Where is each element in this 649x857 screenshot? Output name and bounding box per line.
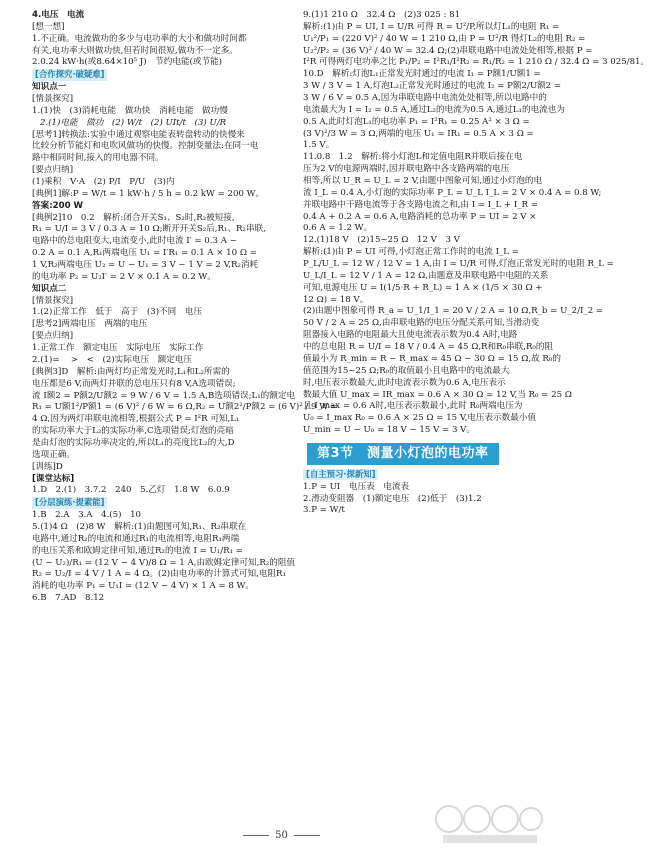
text-line: R₂ = U₂/I = 4 V / 1 A = 4 Ω。(2)由电功率的计算式可知,电阻R₁ [32,569,286,580]
text-line: 4.电压 电流 [32,10,85,20]
text-line: 且 I_max = 0.6 A时,电压表示数最小,此时 R₀两端电压为 [303,401,523,412]
text-line: 12 Ω) = 18 V。 [303,294,369,305]
text-line: 1.(2)正常工作 低于 高于 (3)不同 电压 [32,307,203,318]
text-line: [要点归纳] [32,165,74,176]
text-line: 0.5 A,此时灯泡L₁的电功率 P₁ = I²R₁ = 0.25 A² × 3 Ω = [303,116,530,127]
text-line: [思考1]转换法:实验中通过观察电能表转盘转动的快慢来 [32,129,245,140]
text-line: 是由灯泡的实际功率决定的,所以L₁的亮度比L₂的大,D [32,437,235,448]
text-line: 的电功率 P₂ = U₂I′ = 2 V × 0.1 A = 0.2 W。 [32,271,216,282]
text-line [32,497,282,510]
text-line: 5.(1)4 Ω (2)8 W 解析:(1)由题图可知,R₁、R₂串联在 [32,521,247,532]
text-line: 相等,所以 U_R = U_L = 2 V,由题中图象可知,通过小灯泡的电 [303,176,543,187]
text-line: U₂²/P₂ = (36 V)² / 40 W = 32.4 Ω;(2)串联电路中电流处处相等,根据 P = [303,45,593,56]
text-line: 流 I_L = 0.4 A,小灯泡的实际功率 P_L = U_L I_L = 2 V × 0.4 A = 0.8 W; [303,187,602,198]
text-line: 解析:(1)由 P = UI 可得,小灯泡正常工作时的电流 I_L = [303,247,519,258]
text-line: [课堂达标] [32,473,75,484]
text-line: 时,电压表示数最大,此时电流表示数为0.6 A,电压表示 [303,377,506,388]
text-line: [典例3]D 解析:由两灯均正常发光时,L₁和L₂所需的 [32,366,230,377]
text-line: 11.0.8 1.2 解析:将小灯泡L和定值电阻R并联后接在电 [303,152,523,163]
right-answers [303,10,649,437]
text-line: 1.D 2.(1) 3.7.2 240 5.乙灯 1.8 W 6.0.9 [32,485,230,496]
text-line: 数最大值 U_max = IR_max = 0.6 A × 30 Ω = 12 V,当 R₀ = 25 Ω [303,389,572,400]
section-answers [303,482,543,518]
text-line: U₁²/P₁ = (220 V)² / 40 W = 1 210 Ω,由 P = U²/R 得灯L₂的电阻 R₂ = [303,33,586,44]
text-line: I²R 可得两灯电功率之比 P₁/P₂ = I²R₁/I²R₂ = R₁/R₂ = 1 210 Ω / 32.4 Ω = 3 025/81。 [303,57,649,68]
text-line: [典例1]解:P = W/t = 1 kW·h / 5 h = 0.2 kW = 200 W。 [32,188,265,199]
text-line: 可知,电源电压 U = I(1/5·R + R_L) = 1 A × (1/5 × 30 Ω + [303,282,543,293]
text-line: 2.(1)电能 做功 (2) W/t (2) UIt/t (3) U/R [40,117,227,128]
text-line: [情景探究] [32,94,74,105]
text-line: [训练]D [32,461,63,472]
text-line: 并联电路中干路电流等于各支路电流之和,由 I = I_L + I_R = [303,199,538,210]
text-line: (1)乘积 V·A (2) P/I P/U (3)内 [32,177,175,188]
text-line: 0.4 A + 0.2 A = 0.6 A,电路消耗的总功率 P = UI = 2 V × [303,211,537,222]
text-line: 压为2 V的电源两端时,因并联电路中各支路两端的电压 [303,164,510,175]
text-line: 路中相同时间,接入的用电器不同。 [32,153,164,164]
text-line: 选项正确。 [32,449,75,460]
watermark-logo [433,801,545,845]
text-line: 流 I额2 = P额2/U额2 = 9 W / 6 V = 1.5 A,B选项错误;L₁的额定电 [32,390,296,401]
page-number: 50 [275,830,288,841]
text-line: 中的总电阻 R = U/I = 18 V / 0.4 A = 45 Ω,R和R₀串联,R₀的阻 [303,342,554,353]
section-banner: [分层演练·提素能] [32,497,107,509]
text-line: 12.(1)18 V (2)15~25 Ω 12 V 3 V [303,235,460,246]
text-line: 阻器接入电路的电阻最大且使电流表示数为0.4 A时,电路 [303,330,518,341]
right-column [303,10,649,517]
text-line: 1.5 V。 [303,140,335,151]
text-line: 的实际功率大于L₂的实际功率,C选项错误;灯泡的亮暗 [32,426,234,437]
preview-banner: [自主预习·探新知] [303,469,378,481]
text-line: 1.不正确。电流做功的多少与电功率的大小和做功时间都 [32,33,247,44]
text-line: 电流最大为 I = I₂ = 0.5 A,通过L₂的电流为0.5 A,通过L₁的电流也为 [303,104,565,115]
text-line: 1.正常工作 额定电压 实际电压 实际工作 [32,343,204,354]
text-line: (3 V)²/3 W = 3 Ω,两端的电压 U₁ = IR₁ = 0.5 A × 3 Ω = [303,128,534,139]
text-line: 值范围为15~25 Ω;R₀的取值最小且电路中的电流最大 [303,365,510,376]
text-line: 电路中的总电阻变大,电流变小,此时电流 I′ = 0.3 A − [32,236,237,247]
text-line: 有关,电功率大则做功快,但若时间很短,做功不一定多。 [32,45,238,56]
text-line: 值最小为 R_min = R − R_max = 45 Ω − 30 Ω = 15 Ω,故 R₀的 [303,353,561,364]
text-line: 9.(1)1 210 Ω 32.4 Ω (2)3 025 : 81 [303,10,461,20]
section-heading [307,443,543,465]
text-line: P_L/U_L = 12 W / 12 V = 1 A,由 I = U/R 可得,灯泡正常发光时的电阻 R_L = [303,259,614,270]
text-line [32,69,282,82]
text-line: [情景探究] [32,295,74,306]
text-line: 1.B 2.A 3.A 4.(5) 10 [32,510,142,521]
text-line: R₁ = U额1²/P额1 = (6 V)² / 6 W = 6 Ω,R₂ = U额2²/P额2 = (6 V)² / 9 W = [32,402,339,413]
text-line: [要点归纳] [32,331,74,342]
text-line: 0.2 A = 0.1 A,R₁两端电压 U₁ = I′R₁ = 0.1 A × 10 Ω = [32,248,257,259]
text-line: 4 Ω,因为两灯串联电流相等,根据公式 P = I²R 可知,L₁ [32,414,240,425]
text-line: 3.P = W/t [303,505,345,516]
text-line: 电路中,通过R₂的电流和通过R₁的电流相等,电阻R₁两端 [32,533,240,544]
text-line: 电压都是6 V,而两灯并联的总电压只有8 V,A选项错误; [32,378,236,389]
text-line: 比较分析节能灯和电吹风做功的快慢。控制变量法:在同一电 [32,141,259,152]
text-line: 消耗的电功率 P₁ = U₁I = (12 V − 4 V) × 1 A = 8 W。 [32,581,254,592]
text-line: (2)由题中图象可得 R_a = U_1/I_1 = 20 V / 2 A = 10 Ω,R_b = U_2/I_2 = [303,306,604,317]
text-line: 1.P = UI 电压表 电流表 [303,481,410,492]
section-title: 第3节 测量小灯泡的电功率 [307,443,499,465]
text-line: 2.0.24 kW·h(或8.64×10⁵ J) 节约电能(或节能) [32,57,223,68]
text-line: 答案:200 W [32,200,84,211]
text-line: (U − U₂)/R₁ = (12 V − 4 V)/8 Ω = 1 A,由欧姆定律可知,R₂的阻值 [32,557,296,568]
text-line: 1.(1)快 (3)消耗电能 做功快 消耗电能 做功慢 [32,105,228,116]
text-line: 3 W / 3 V = 1 A,灯泡L₂正常发光时通过的电流 I₂ = P额2/U额2 = [303,81,562,92]
text-line: 知识点一 [32,82,67,93]
text-line: 6.B 7.AD 8.12 [32,593,105,604]
text-line: [想一想] [32,21,65,32]
text-line: 3 W / 6 V = 0.5 A,因为串联电路中电流处处相等,所以电路中的 [303,93,547,104]
text-line: 知识点二 [32,283,67,294]
text-line: [典例2]10 0.2 解析:闭合开关S₁、S₂时,R₂被短接, [32,212,235,223]
text-line: 0.6 A = 1.2 W。 [303,223,373,234]
text-line: 1 V,R₂两端电压 U₂ = U − U₁ = 3 V − 1 V = 2 V,R₂消耗 [32,260,259,271]
text-line: 2.(1)= > < (2)实际电压 额定电压 [32,354,193,365]
text-line: 的电压关系和欧姆定律可知,通过R₂的电流 I = U₁/R₁ = [32,545,243,556]
section-banner: [合作探究·破疑难] [32,69,107,81]
text-line: U_min = U − U₀ = 18 V − 15 V = 3 V。 [303,425,475,436]
text-line: U_L/I_L = 12 V / 1 A = 12 Ω,由题意及串联电路中电阻的关系 [303,270,549,281]
text-line: 10.D 解析:灯泡L₁正常发光时通过的电流 I₁ = P额1/U额1 = [303,69,541,80]
text-line: U₀ = I_max R₀ = 0.6 A × 25 Ω = 15 V,电压表示数最小值 [303,413,537,424]
text-line: 解析:(1)由 P = UI, I = U/R 可得 R = U²/P,所以灯L₁的电阻 R₁ = [303,21,560,32]
text-line: 50 V / 2 A = 25 Ω,由串联电路的电压分配关系可知,当滑动变 [303,318,540,329]
text-line: 2.滑动变阻器 (1)额定电压 (2)低于 (3)1.2 [303,493,482,504]
text-line: [思考2]两端电压 两端的电压 [32,319,148,330]
text-line: R₁ = U/I = 3 V / 0.3 A = 10 Ω;断开开关S₂后,R₁、R₂串联, [32,224,266,235]
